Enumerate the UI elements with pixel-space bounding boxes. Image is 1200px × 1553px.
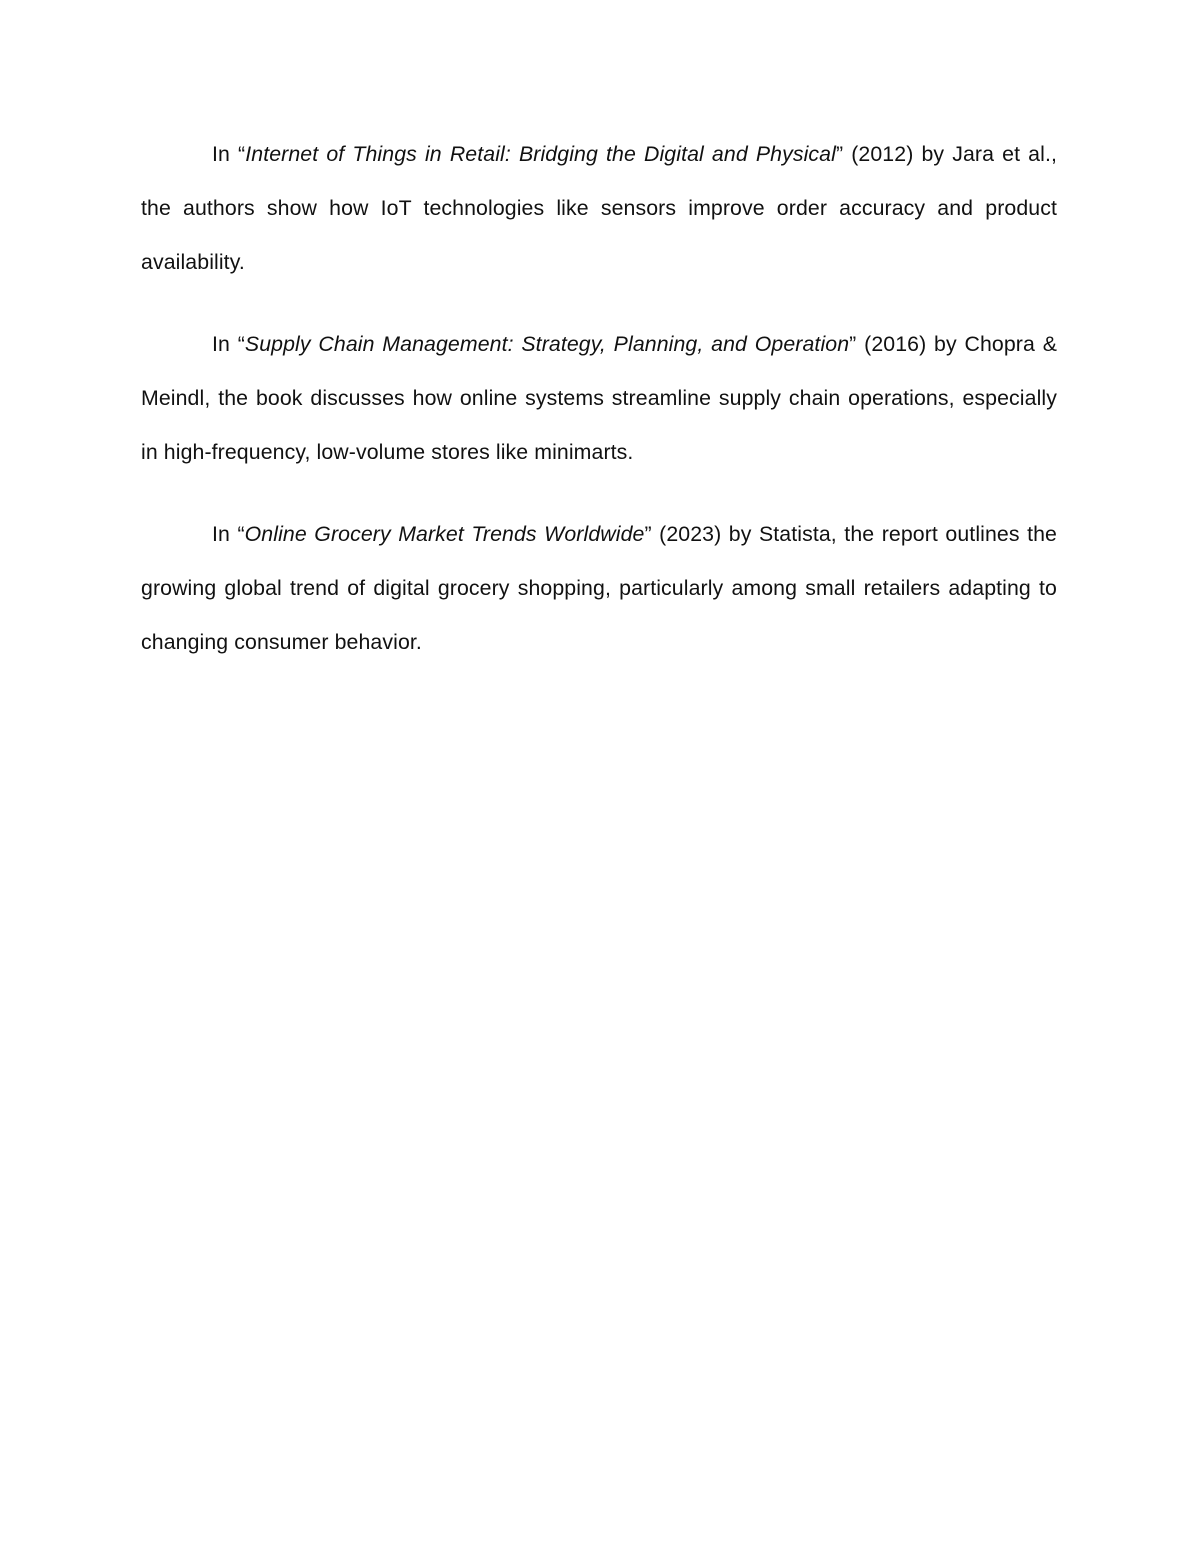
cited-title: Online Grocery Market Trends Worldwide (244, 522, 645, 546)
paragraph-online-grocery (141, 507, 1057, 669)
paragraph-supply-chain (141, 317, 1057, 479)
paragraph-iot-retail (141, 127, 1057, 289)
document-body (141, 127, 1057, 697)
paragraph-text: ” (2016) by Chopra & Meindl, the book discusses how online systems streamline supply chain operations, especially in high-frequency, low-volume stores like minimarts. (141, 332, 1057, 464)
cited-title: Supply Chain Management: Strategy, Planning, and Operation (244, 332, 850, 356)
paragraph-text: ” (2012) by Jara et al., the authors show how IoT technologies like sensors improve order accuracy and product availability. (141, 142, 1057, 274)
paragraph-lead: In “ (212, 142, 246, 166)
paragraph-lead: In “ (212, 332, 245, 356)
cited-title: Internet of Things in Retail: Bridging the Digital and Physical (245, 142, 836, 166)
paragraph-lead: In “ (212, 522, 245, 546)
paragraph-text: ” (2023) by Statista, the report outlines the growing global trend of digital grocery shopping, particularly among small retailers adapting to changing consumer behavior. (141, 522, 1058, 654)
